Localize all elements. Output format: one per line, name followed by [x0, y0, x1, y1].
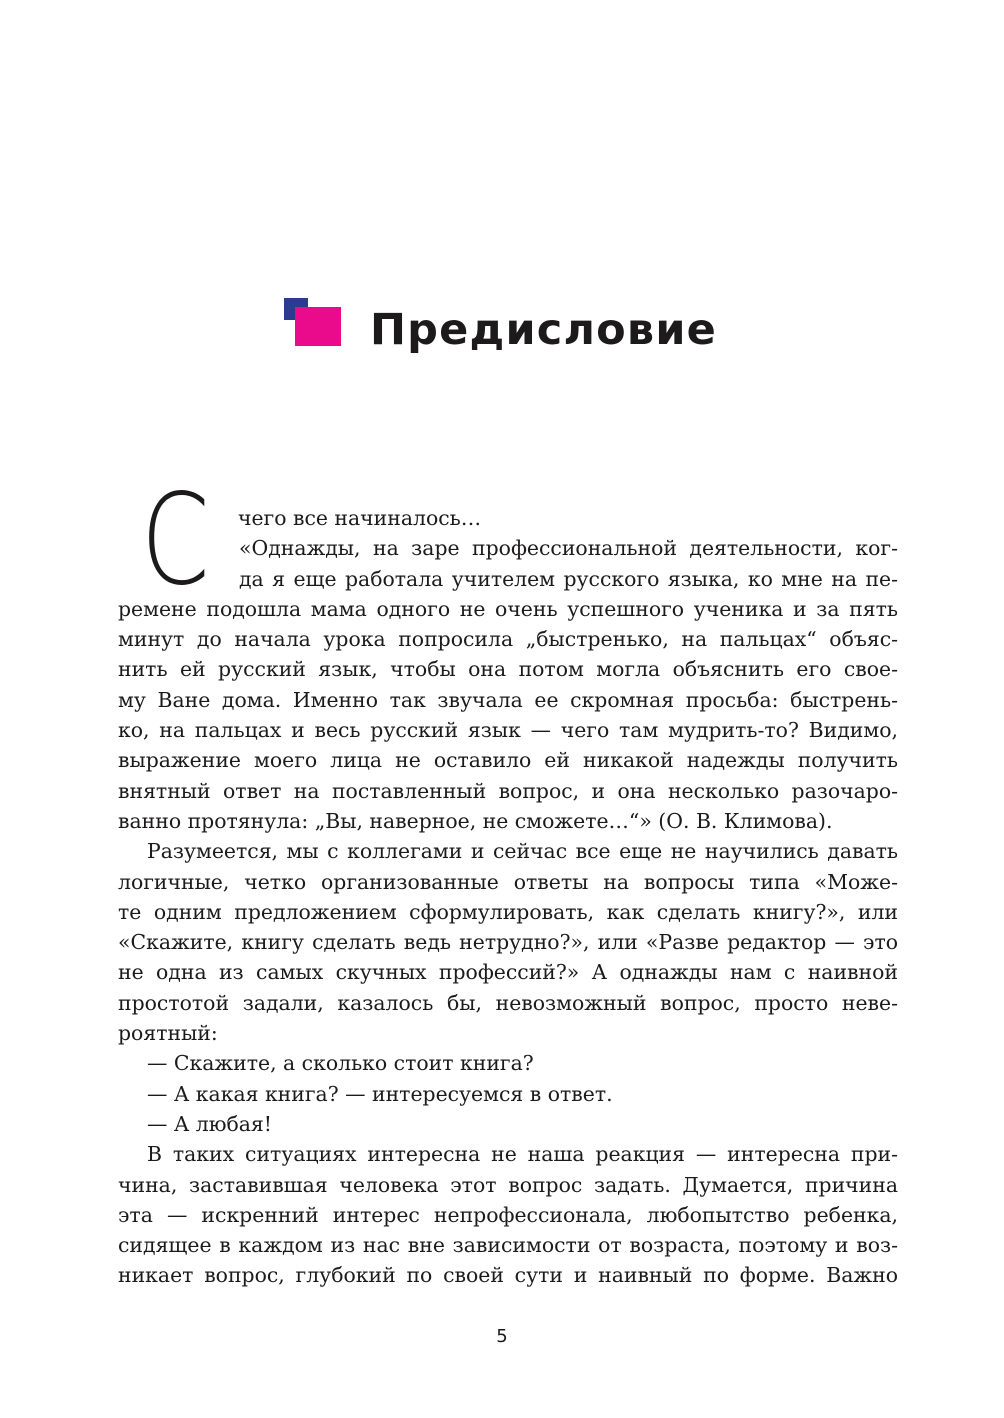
text-line: простотой задали, казалось бы, невозможный вопрос, просто неве- — [118, 990, 898, 1015]
text-line: те одним предложением сформулировать, как сделать книгу?», или — [118, 899, 898, 924]
text-line: логичные, четко организованные ответы на вопросы типа «Може- — [118, 869, 898, 894]
dialogue-line: — Скажите, а сколько стоит книга? — [147, 1051, 534, 1076]
text-line: выражение моего лица не оставило ей никакой надежды получить — [118, 748, 898, 773]
chapter-body — [118, 503, 898, 1291]
text-line: Разумеется, мы с коллегами и сейчас все еще не научились давать — [147, 839, 898, 864]
dialogue-line: — А какая книга? — интересуемся в ответ. — [147, 1081, 613, 1106]
text-line: чего все начиналось… — [238, 506, 482, 530]
drop-cap-letter: С — [141, 466, 210, 613]
text-line: му Ване дома. Именно так звучала ее скромная просьба: быстрень- — [118, 687, 898, 712]
text-line: «Скажите, книгу сделать ведь нетрудно?», или «Разве редактор — это — [118, 930, 898, 955]
text-line: внятный ответ на поставленный вопрос, и она несколько разочаро- — [118, 778, 898, 803]
text-line: минут до начала урока попросила „быстренько, на пальцах“ объяс- — [118, 627, 898, 652]
text-line: эта — искренний интерес непрофессионала, любопытство ребенка, — [118, 1202, 898, 1227]
text-line: ко, на пальцах и весь русский язык — чего там мудрить-то? Видимо, — [118, 718, 898, 743]
text-line: нить ей русский язык, чтобы она потом могла объяснить его свое- — [118, 657, 898, 682]
text-line: чина, заставившая человека этот вопрос задать. Думается, причина — [118, 1172, 898, 1197]
page-number: 5 — [496, 1326, 508, 1347]
text-line: сидящее в каждом из нас вне зависимости от возраста, поэтому и воз- — [118, 1233, 898, 1258]
text-line: ванно протянула: „Вы, наверное, не сможете…“» (О. В. Климова). — [118, 808, 833, 833]
text-line: «Однажды, на заре профессиональной деятельности, ког- — [239, 536, 898, 561]
text-line: В таких ситуациях интересна не наша реакция — интересна при- — [147, 1142, 898, 1167]
chapter-title: Предисловие — [370, 305, 718, 355]
text-line: ремене подошла мама одного не очень успешного ученика и за пять — [118, 596, 898, 621]
text-line: никает вопрос, глубокий по своей сути и наивный по форме. Важно — [118, 1263, 898, 1288]
text-line: да я еще работала учителем русского языка, ко мне на пе- — [239, 566, 898, 591]
text-line: не одна из самых скучных профессий?» А однажды нам с наивной — [118, 960, 898, 985]
text-line: роятный: — [118, 1021, 218, 1046]
dialogue-line: — А любая! — [147, 1111, 272, 1136]
pink-square-icon — [295, 307, 341, 346]
